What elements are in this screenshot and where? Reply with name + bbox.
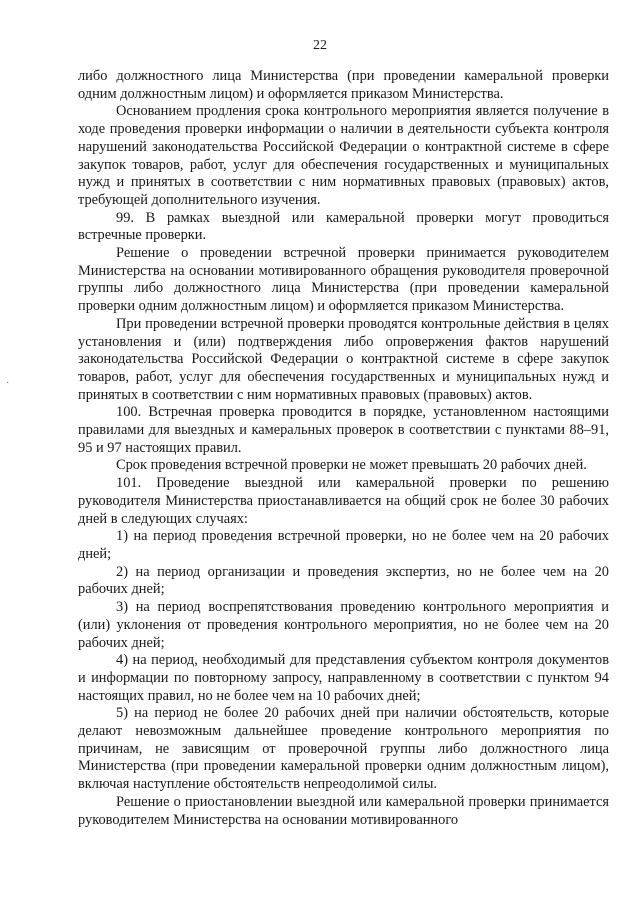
- paragraph: Решение о приостановлении выездной или камеральной проверки принимается руководителем Министерства на основании мотивированного: [78, 793, 609, 828]
- page-number: 22: [313, 38, 327, 53]
- document-body: [78, 68, 609, 829]
- paragraph: Срок проведения встречной проверки не может превышать 20 рабочих дней.: [116, 457, 587, 474]
- paragraph: 4) на период, необходимый для представления субъектом контроля документов и информации по повторному запросу, направленному в соответствии с пунктом 94 настоящих правил, но не более чем на 10 рабочих дней;: [78, 652, 609, 704]
- paragraph: 1) на период проведения встречной проверки, но не более чем на 20 рабочих дней;: [78, 528, 609, 562]
- paragraph: 101. Проведение выездной или камеральной проверки по решению руководителя Министерства приостанавливается на общий срок не более 30 рабочих дней в следующих случаях:: [78, 475, 609, 527]
- paragraph: Решение о проведении встречной проверки принимается руководителем Министерства на основании мотивированного обращения руководителя проверочной группы либо должностного лица Министерства (при проведении камеральной проверки одним должностным лицом) и оформляется приказом Министерства.: [78, 245, 609, 315]
- paragraph: Основанием продления срока контрольного мероприятия является получение в ходе проведения проверки информации о наличии в деятельности субъекта контроля нарушений законодательства Российской Федерации о контрактной системе в сфере закупок товаров, работ, услуг для обеспечения государственных и муниципальных нужд и принятых в соответствии с ним нормативных правовых (правовых) актов, требующей дополнительного изучения.: [78, 103, 609, 208]
- paragraph: либо должностного лица Министерства (при проведении камеральной проверки одним должностным лицом) и оформляется приказом Министерства.: [78, 68, 609, 102]
- paragraph: 99. В рамках выездной или камеральной проверки могут проводиться встречные проверки.: [78, 209, 609, 244]
- paragraph: При проведении встречной проверки проводятся контрольные действия в целях установления и (или) подтверждения либо опровержения фактов нарушений законодательства Российской Федерации о контрактной системе в сфере закупок товаров, работ, услуг для обеспечения государственных и муниципальных нужд и принятых в соответствии с ним нормативных правовых (правовых) актов.: [78, 315, 609, 403]
- paragraph: 100. Встречная проверка проводится в порядке, установленном настоящими правилами для выездных и камеральных проверок в соответствии с пунктами 88–91, 95 и 97 настоящих правил.: [78, 404, 609, 456]
- margin-mark: ·: [6, 378, 10, 389]
- paragraph: 3) на период воспрепятствования проведению контрольного мероприятия и (или) уклонения от проведения контрольного мероприятия, но не более чем на 20 рабочих дней;: [78, 599, 609, 651]
- paragraph: 2) на период организации и проведения экспертиз, но не более чем на 20 рабочих дней;: [78, 563, 609, 598]
- paragraph: 5) на период не более 20 рабочих дней при наличии обстоятельств, которые делают невозможным дальнейшее проведение контрольного мероприятия по причинам, не зависящим от проверочной группы либо должностного лица Министерства (при проведении камеральной проверки одним должностным лицом), включая наступление обстоятельств непреодолимой силы.: [78, 705, 609, 793]
